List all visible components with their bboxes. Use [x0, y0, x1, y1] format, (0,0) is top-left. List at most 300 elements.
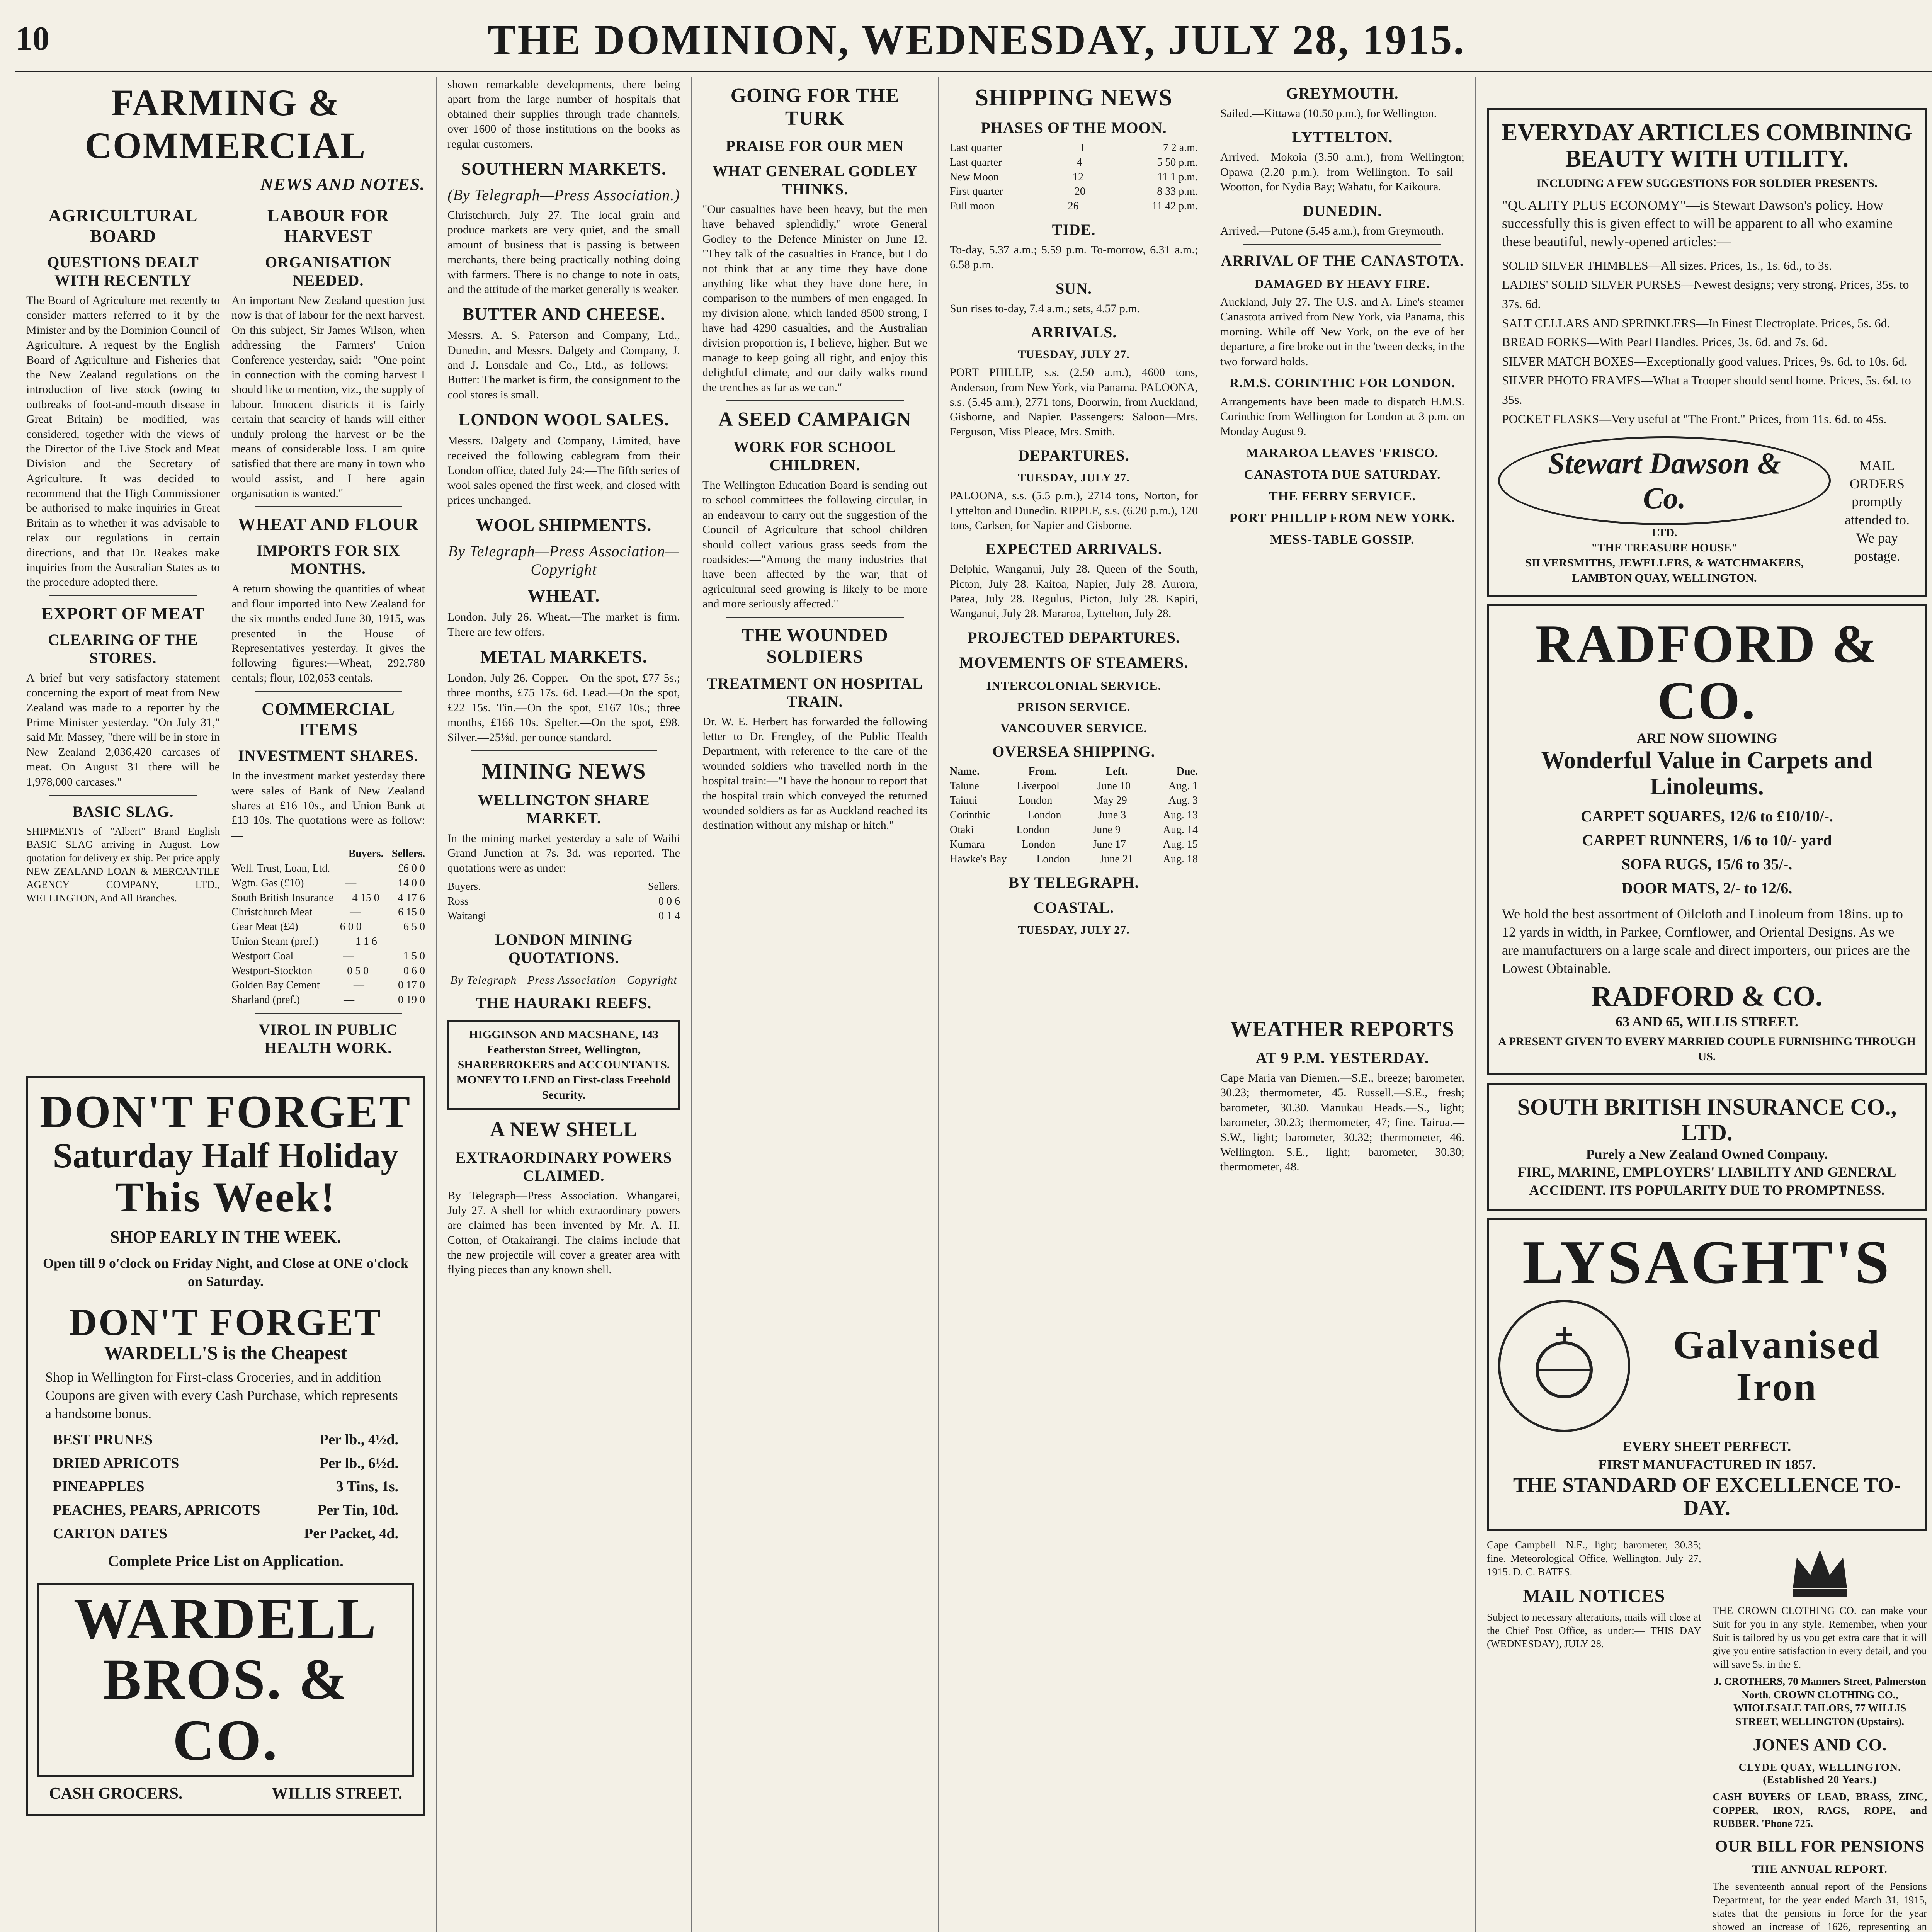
column-advertisements	[1476, 77, 1932, 1932]
projected-heading: PROJECTED DEPARTURES.	[967, 628, 1180, 646]
departures-heading: DEPARTURES.	[1018, 447, 1129, 464]
moon-day: 1	[1080, 142, 1085, 154]
oversea-row	[950, 793, 1198, 808]
dawson-items	[1502, 256, 1912, 429]
ship-name: Kumara	[950, 838, 985, 850]
weather-heading: WEATHER REPORTS	[1230, 1017, 1454, 1042]
ad-dont-forget-2: DON'T FORGET	[69, 1301, 383, 1344]
oversea-table	[950, 779, 1198, 867]
moon-time: 8 33 p.m.	[1157, 185, 1198, 198]
arrivals-body: PORT PHILLIP, s.s. (2.50 a.m.), 4600 tons, Anderson, from New York, via Panama. PALOONA, s.s. (5.45 a.m.), 2771 tons, Doorwin, from Auckland, Gisborne, and Napier. Passengers: Saloon—Mrs. Ferguson, Miss Pleace, Mrs. Smith.	[950, 366, 1198, 438]
mining-row	[447, 909, 680, 923]
share-name: Christchurch Meat	[231, 906, 313, 918]
wheat-flour-heading: WHEAT AND FLOUR	[238, 514, 419, 534]
ad-footer-left: CASH GROCERS.	[49, 1785, 183, 1803]
moon-day: 26	[1068, 200, 1079, 213]
jones-title: JONES AND CO.	[1753, 1735, 1887, 1755]
ship-due: Aug. 14	[1163, 824, 1198, 836]
price-item: CARTON DATES	[53, 1525, 168, 1542]
ship-left: June 17	[1092, 838, 1126, 850]
share-row	[231, 920, 425, 934]
radford-item: DOOR MATS, 2/- to 12/6.	[1621, 879, 1793, 897]
wounded-heading: THE WOUNDED SOLDIERS	[742, 625, 888, 667]
ad-footer-right: WILLIS STREET.	[272, 1785, 402, 1803]
movements-heading: MOVEMENTS OF STEAMERS.	[959, 653, 1189, 671]
canastota-heading: ARRIVAL OF THE CANASTOTA.	[1221, 252, 1464, 269]
share-sellers: 0 19 0	[398, 994, 425, 1006]
oversea-col-left: Left.	[1105, 765, 1128, 777]
radford-address: 63 AND 65, WILLIS STREET.	[1616, 1014, 1798, 1029]
share-buyers: —	[344, 994, 355, 1006]
radford-showing: ARE NOW SHOWING	[1636, 730, 1777, 746]
column-ports	[1209, 77, 1476, 1932]
share-row	[231, 861, 425, 876]
metal-body: London, July 26. Copper.—On the spot, £77 5s.; three months, £75 17s. 6d. Lead.—On the spot, £22 15s. Tin.—On the spot, £167 10s.; three months, £166 10s. Spelter.—On the spot, £98. Silver.—25⅛d. per ounce standard.	[447, 671, 680, 744]
ship-name: Tainui	[950, 794, 978, 807]
price-item: PINEAPPLES	[53, 1478, 145, 1495]
wardell-advertisement	[26, 1076, 425, 1816]
share-row	[231, 934, 425, 949]
moon-phase: Last quarter	[950, 156, 1002, 168]
ferry-heading: THE FERRY SERVICE.	[1269, 489, 1416, 504]
share-row	[231, 876, 425, 891]
ship-from: London	[1016, 824, 1050, 836]
intercolonial-heading: INTERCOLONIAL SERVICE.	[986, 678, 1162, 692]
oversea-col-from: From.	[1028, 765, 1057, 777]
column-war-news	[692, 77, 939, 1932]
lysaght-line-2: FIRST MANUFACTURED IN 1857.	[1598, 1456, 1816, 1472]
wool-shipments-subheading: By Telegraph—Press Association—Copyright	[448, 543, 680, 578]
share-sellers: 6 5 0	[403, 921, 425, 933]
wool-heading: LONDON WOOL SALES.	[458, 410, 669, 430]
moon-row	[950, 141, 1198, 155]
crown-clothing-address: J. CROTHERS, 70 Manners Street, Palmerston North. CROWN CLOTHING CO., WHOLESALE TAILORS, 77 WILLIS STREET, WELLINGTON (Upstairs).	[1713, 1675, 1926, 1727]
ship-from: London	[1019, 794, 1053, 807]
dawson-logo: Stewart Dawson & Co.	[1498, 436, 1831, 525]
wheat-body: London, July 26. Wheat.—The market is firm. There are few offers.	[447, 611, 680, 638]
share-buyers: 0 5 0	[347, 964, 369, 977]
share-name: Golden Bay Cement	[231, 979, 320, 992]
mining-row	[447, 894, 680, 909]
dawson-house: "THE TREASURE HOUSE"	[1591, 541, 1738, 554]
shares-table	[231, 861, 425, 1007]
lysaght-advertisement	[1487, 1218, 1927, 1531]
masthead-title: THE DOMINION, WEDNESDAY, JULY 28, 1915.	[488, 16, 1466, 63]
wool-body: Messrs. Dalgety and Company, Limited, have received the following cablegram from their London office, dated July 24:—The fifth series of wool sales opened the first week, and closed with prices unchanged.	[447, 434, 680, 507]
share-sellers: 1 5 0	[403, 950, 425, 962]
share-name: Westport-Stockton	[231, 964, 313, 977]
agri-body: The Board of Agriculture met recently to consider matters referred to it by the Minister and by the Dominion Council of Agriculture. A request by the English Board of Agriculture and Fisheries that the New Zealand regulations on the introduction of live stock (owing to outbreaks of foot-and-mouth disease in Great Britain) be modified, was considered, together with the views of the Director of the Live Stock and Meat Division and the Secretary of Agriculture. It was decided to recommend that the High Commissioner be authorised to make inquiries in Great Britain as to whether it was advisable to relax our regulations in certain directions, and that Dr. Reakes make inquiries from the Australian States as to the procedure adopted there.	[26, 294, 220, 589]
ad-hours: Open till 9 o'clock on Friday Night, and Close at ONE o'clock on Saturday.	[43, 1255, 409, 1289]
share-buyers: 6 0 0	[340, 921, 362, 933]
ship-from: London	[1036, 853, 1070, 865]
oversea-col-due: Due.	[1176, 765, 1198, 777]
price-row	[53, 1498, 398, 1522]
wheat-flour-subheading: IMPORTS FOR SIX MONTHS.	[256, 542, 400, 578]
mining-subheading: WELLINGTON SHARE MARKET.	[478, 791, 650, 827]
oversea-row	[950, 823, 1198, 837]
price-value: Per lb., 6½d.	[319, 1455, 398, 1471]
wounded-subheading: TREATMENT ON HOSPITAL TRAIN.	[707, 674, 923, 710]
coastal-heading: COASTAL.	[1033, 899, 1114, 917]
moon-row	[950, 184, 1198, 199]
meteorological-body: Cape Campbell—N.E., light; barometer, 30.35; fine. Meteorological Office, Wellington, July 27, 1915. D. C. BATES.	[1487, 1539, 1701, 1578]
divider	[726, 400, 904, 401]
wounded-body: Dr. W. E. Herbert has forwarded the following letter to Dr. Frengley, of the Public Health Department, with reference to the care of the wounded soldiers who travelled north in the hospital train:—"I have the honour to report that the hospital train which conveyed the returned wounded soldiers as far as Auckland reached its destination without any mishap or hitch."	[702, 715, 927, 832]
ship-name: Hawke's Bay	[950, 853, 1007, 865]
radford-advertisement	[1487, 604, 1927, 1075]
moon-phase: Last quarter	[950, 142, 1002, 154]
higginson-advertisement	[447, 1020, 680, 1110]
share-sellers: 4 17 6	[398, 891, 425, 904]
commercial-heading: COMMERCIAL ITEMS	[262, 699, 395, 740]
basic-slag-body: SHIPMENTS of "Albert" Brand English BASIC SLAG arriving in August. Low quotation for delivery ex ship. Per price apply NEW ZEALAND LOAN & MERCANTILE AGENCY COMPANY, LTD., WELLINGTON, And All Branches.	[26, 825, 220, 904]
export-subheading: CLEARING OF THE STORES.	[48, 631, 198, 667]
ad-price-list	[53, 1428, 398, 1546]
moon-heading: PHASES OF THE MOON.	[981, 119, 1167, 136]
dawson-address: LAMBTON QUAY, WELLINGTON.	[1572, 571, 1757, 585]
share-sellers: —	[414, 935, 425, 947]
price-item: DRIED APRICOTS	[53, 1455, 179, 1471]
share-row	[231, 949, 425, 964]
share-buyers: 1 1 6	[355, 935, 377, 947]
column-shipping	[939, 77, 1209, 1932]
dawson-heading-2: BEAUTY WITH UTILITY.	[1565, 146, 1849, 172]
dawson-item: POCKET FLASKS—Very useful at "The Front." Prices, from 11s. 6d. to 45s.	[1502, 412, 1886, 426]
share-name: Union Steam (pref.)	[231, 935, 318, 947]
ad-shop-early: SHOP EARLY IN THE WEEK.	[110, 1227, 341, 1247]
moon-row	[950, 170, 1198, 185]
oversea-header	[950, 764, 1198, 779]
ad-footer	[49, 1783, 402, 1805]
dunedin-body: Arrived.—Putone (5.45 a.m.), from Greymouth.	[1220, 224, 1444, 237]
price-item: BEST PRUNES	[53, 1431, 153, 1448]
southern-body: Christchurch, July 27. The local grain and produce markets are very quiet, and the small amount of business that is passing is between merchants, there being practically nothing doing with farmers. There is no change to note in oats, and the attitude of the market generally is weaker.	[447, 208, 680, 296]
share-name: Gear Meat (£4)	[231, 921, 298, 933]
export-body: A brief but very satisfactory statement concerning the export of meat from New Zealand was made to a reporter by the Prime Minister yesterday. "On July 31," said Mr. Massey, "there will be in store in New Zealand 2,036,420 carcases of meat. On August 31 there will be 1,978,000 carcases."	[26, 671, 220, 788]
ad-pricelist-note: Complete Price List on Application.	[108, 1552, 344, 1570]
dawson-trade: SILVERSMITHS, JEWELLERS, & WATCHMAKERS,	[1525, 556, 1804, 570]
pensions-body: The seventeenth annual report of the Pensions Department, for the year ended March 31, 1915, states that the pensions in force for the year showed an increase of 1626, representing an	[1713, 1880, 1927, 1932]
turk-heading: GOING FOR THE TURK	[730, 85, 900, 129]
price-value: Per Packet, 4d.	[304, 1525, 398, 1542]
higginson-text: HIGGINSON AND MACSHANE, 143 Featherston Street, Wellington, SHAREBROKERS and ACCOUNTANTS. MONEY TO LEND on First-class Freehold Security.	[456, 1028, 671, 1101]
dawson-item: SILVER MATCH BOXES—Exceptionally good values. Prices, 9s. 6d. to 10s. 6d.	[1502, 354, 1908, 368]
jones-body: CASH BUYERS OF LEAD, BRASS, ZINC, COPPER, IRON, RAGS, ROPE, and RUBBER. 'Phone 725.	[1713, 1791, 1927, 1830]
price-value: Per Tin, 10d.	[317, 1502, 398, 1519]
ship-due: Aug. 18	[1163, 853, 1198, 865]
shell-subheading: EXTRAORDINARY POWERS CLAIMED.	[455, 1148, 672, 1184]
divider	[726, 617, 904, 618]
ship-due: Aug. 15	[1163, 838, 1198, 850]
coastal-date: TUESDAY, JULY 27.	[1018, 923, 1130, 937]
radford-gift: A PRESENT GIVEN TO EVERY MARRIED COUPLE FURNISHING THROUGH US.	[1498, 1035, 1916, 1063]
price-row	[53, 1522, 398, 1546]
tide-heading: TIDE.	[1052, 221, 1096, 238]
turk-subheading: PRAISE FOR OUR MEN	[726, 137, 904, 155]
ship-from: Liverpool	[1017, 780, 1060, 792]
oversea-row	[950, 808, 1198, 823]
ship-name: Talune	[950, 780, 979, 792]
dawson-heading-1: EVERYDAY ARTICLES COMBINING	[1502, 119, 1912, 146]
ship-left: May 29	[1094, 794, 1127, 807]
divider	[1243, 244, 1441, 245]
lysaght-title: LYSAGHT'S	[1522, 1228, 1892, 1297]
jones-address: CLYDE QUAY, WELLINGTON. (Established 20 Years.)	[1738, 1762, 1901, 1786]
moon-phase: First quarter	[950, 185, 1003, 198]
dawson-logo-block	[1498, 436, 1831, 585]
moon-phase: New Moon	[950, 171, 999, 183]
share-row	[231, 964, 425, 978]
shell-body: By Telegraph—Press Association. Whangarei, July 27. A shell for which extraordinary powers are claimed has been invented by Mr. A. H. Cotton, of Otakairangi. The claims include that the new projectile will cover a greater area with flying pieces than any known shell.	[447, 1189, 680, 1276]
column-farming	[15, 77, 437, 1932]
oversea-row	[950, 852, 1198, 867]
moon-day: 4	[1077, 156, 1082, 168]
moon-row	[950, 155, 1198, 170]
mining-name: Ross	[447, 895, 469, 907]
oversea-col-name: Name.	[950, 765, 980, 777]
dawson-item: SILVER PHOTO FRAMES—What a Trooper should send home. Prices, 5s. 6d. to 35s.	[1502, 373, 1911, 406]
oversea-row	[950, 837, 1198, 852]
expected-body: Delphic, Wanganui, July 28. Queen of the South, Picton, July 28. Kaitoa, Napier, July 28. Aurora, Patea, July 28. Regulus, Picton, July 28. Kapiti, Wanganui, July 28. Mararoa, Lyttelton, July 28.	[950, 563, 1198, 620]
buyers-header: Buyers.	[348, 848, 384, 860]
mining-table	[447, 879, 680, 923]
canastota-due-heading: CANASTOTA DUE SATURDAY.	[1244, 468, 1441, 482]
metal-heading: METAL MARKETS.	[480, 646, 648, 667]
labour-body: An important New Zealand question just now is that of labour for the next harvest. On this subject, Sir James Wilson, when addressing the Farmers' Union Conference yesterday, said:—"One point in connection with the coming harvest I should like to mention, viz., the supply of labour. Innocent districts it is fairly certain that scarcity of hands will either unduly prolong the harvest or be the means of considerable loss. I am quite satisfied that there are many in town who would assist, and I here again organisation is wanted."	[231, 294, 425, 500]
arrivals-date: TUESDAY, JULY 27.	[1018, 348, 1130, 361]
farming-columns	[26, 198, 425, 1061]
sun-heading: SUN.	[1055, 279, 1092, 297]
hauraki-heading: THE HAURAKI REEFS.	[476, 994, 652, 1012]
moon-row	[950, 199, 1198, 214]
moon-time: 11 42 p.m.	[1152, 200, 1198, 213]
share-name: Well. Trust, Loan, Ltd.	[231, 862, 330, 874]
labour-heading: LABOUR FOR HARVEST	[267, 206, 389, 246]
share-row	[231, 891, 425, 905]
arrivals-heading: ARRIVALS.	[1031, 323, 1117, 341]
radford-address-name: RADFORD & CO.	[1591, 981, 1823, 1013]
ship-due: Aug. 3	[1168, 794, 1198, 807]
share-name: South British Insurance	[231, 891, 334, 904]
share-sellers: 0 17 0	[398, 979, 425, 992]
moon-phase: Full moon	[950, 200, 995, 213]
pensions-heading: OUR BILL FOR PENSIONS	[1715, 1837, 1925, 1855]
sellers-header: Sellers.	[391, 848, 425, 860]
divider	[49, 795, 197, 796]
radford-item: CARPET RUNNERS, 1/6 to 10/- yard	[1582, 832, 1832, 849]
seed-subheading: WORK FOR SCHOOL CHILDREN.	[733, 438, 896, 474]
london-mining-subheading: By Telegraph—Press Association—Copyright	[450, 973, 677, 986]
london-mining-heading: LONDON MINING QUOTATIONS.	[495, 930, 633, 966]
southern-subheading: (By Telegraph—Press Association.)	[447, 186, 680, 204]
prison-heading: PRISON SERVICE.	[1017, 699, 1131, 714]
mining-value: 0 1 4	[658, 910, 680, 922]
section-title: FARMING & COMMERCIAL	[85, 82, 367, 166]
share-buyers: —	[353, 979, 364, 992]
price-row	[53, 1475, 398, 1498]
oversea-heading: OVERSEA SHIPPING.	[992, 742, 1155, 760]
moon-time: 11 1 p.m.	[1157, 171, 1198, 183]
butter-heading: BUTTER AND CHEESE.	[462, 304, 665, 324]
vancouver-heading: VANCOUVER SERVICE.	[1000, 721, 1147, 735]
markets-intro: shown remarkable developments, there being apart from the large number of hospitals that obtained their supplies through trade channels, over 1600 of those institutions on the books as regular customers.	[447, 78, 680, 150]
agri-heading: AGRICULTURAL BOARD	[48, 206, 198, 246]
basic-slag-heading: BASIC SLAG.	[72, 803, 174, 820]
mining-body: In the mining market yesterday a sale of Waihi Grand Junction at 7s. 3d. was reported. The quotations were as under:—	[447, 832, 680, 874]
shipping-heading: SHIPPING NEWS	[975, 85, 1173, 111]
dawson-item: BREAD FORKS—With Pearl Handles. Prices, 3s. 6d. and 7s. 6d.	[1502, 335, 1828, 349]
dawson-intro: "QUALITY PLUS ECONOMY"—is Stewart Dawson's policy. How successfully this is given effect to will be apparent to all who examine these beautiful, newly-opened articles:—	[1502, 197, 1893, 249]
price-row	[53, 1452, 398, 1475]
weather-body: Cape Maria van Diemen.—S.E., breeze; barometer, 30.23; thermometer, 45. Russell.—S.E., fresh; barometer, 30.30. Manukau Heads.—S., light; barometer, 30.23; thermometer, 47; fine. Tairua.—S.W., light; barometer, 30.32; thermometer, 46. Wellington.—S.E., light; barometer, 30.30; thermometer, 48.	[1220, 1071, 1464, 1173]
weather-subheading: AT 9 P.M. YESTERDAY.	[1255, 1049, 1429, 1067]
column-markets	[437, 77, 692, 1932]
share-sellers: 14 0 0	[398, 877, 425, 889]
share-sellers: 6 15 0	[398, 906, 425, 918]
butter-body: Messrs. A. S. Paterson and Company, Ltd., Dunedin, and Messrs. Dalgety and Company, J. and J. Lonsdale and Co., Ltd., as follows:—Butter: The market is firm, the consignment to the cool stores is small.	[447, 329, 680, 401]
dawson-item: SALT CELLARS AND SPRINKLERS—In Finest Electroplate. Prices, 5s. 6d.	[1502, 316, 1890, 330]
divider	[255, 506, 402, 507]
radford-tagline: Wonderful Value in Carpets and Linoleums.	[1541, 747, 1873, 800]
share-name: Sharland (pref.)	[231, 994, 300, 1006]
wheat-flour-body: A return showing the quantities of wheat and flour imported into New Zealand for the six months ended June 30, 1915, was presented in the House of Representatives yesterday. It gives the following figures:—Wheat, 292,780 centals; flour, 102,053 centals.	[231, 582, 425, 684]
canastota-body: Auckland, July 27. The U.S. and A. Line's steamer Canastota arrived from New York, via Panama, this morning. While off New York, on the eve of her departure, a fire broke out in the 'tween decks, in the two forward holds.	[1220, 295, 1464, 368]
dawson-ltd: LTD.	[1651, 526, 1677, 539]
export-heading: EXPORT OF MEAT	[41, 603, 205, 623]
shares-header	[231, 847, 425, 861]
mail-notices-heading: MAIL NOTICES	[1523, 1586, 1665, 1607]
ad-dont-forget: DON'T FORGET	[39, 1085, 412, 1137]
mail-notices-body: Subject to necessary alterations, mails will close at the Chief Post Office, as under:— THIS DAY (WEDNESDAY), JULY 28.	[1487, 1611, 1701, 1650]
ship-from: London	[1022, 838, 1056, 850]
share-row	[231, 978, 425, 993]
divider	[471, 750, 657, 751]
lyttelton-body: Arrived.—Mokoia (3.50 a.m.), from Wellington; Opawa (2.20 p.m.), from Wellington. To sail—Wootton, for Nydia Bay; Wahatu, for Kaikoura.	[1220, 151, 1464, 194]
south-british-advertisement	[1487, 1083, 1927, 1211]
sbi-title: SOUTH BRITISH INSURANCE CO., LTD.	[1517, 1094, 1897, 1145]
ship-due: Aug. 1	[1168, 780, 1198, 792]
lyttelton-heading: LYTTELTON.	[1292, 128, 1393, 146]
ship-left: June 3	[1098, 809, 1126, 821]
commercial-subheading: INVESTMENT SHARES.	[238, 747, 418, 765]
ad-this-week: This Week!	[115, 1173, 337, 1221]
sbi-lines: FIRE, MARINE, EMPLOYERS' LIABILITY AND GENERAL ACCIDENT. ITS POPULARITY DUE TO PROMPTNESS.	[1517, 1164, 1896, 1198]
price-item: PEACHES, PEARS, APRICOTS	[53, 1502, 260, 1519]
dawson-subheading: INCLUDING A FEW SUGGESTIONS FOR SOLDIER PRESENTS.	[1536, 177, 1878, 190]
mining-row	[447, 879, 680, 894]
masthead	[15, 12, 1932, 72]
telegraph-heading: BY TELEGRAPH.	[1009, 874, 1139, 891]
moon-day: 20	[1074, 185, 1085, 198]
agri-subheading: QUESTIONS DEALT WITH RECENTLY	[47, 253, 199, 289]
southern-heading: SOUTHERN MARKETS.	[461, 158, 667, 179]
sun-body: Sun rises to-day, 7.4 a.m.; sets, 4.57 p.m.	[950, 302, 1140, 315]
moon-table	[950, 141, 1198, 214]
turk-subheading-2: WHAT GENERAL GODLEY THINKS.	[712, 162, 918, 198]
expected-heading: EXPECTED ARRIVALS.	[985, 540, 1162, 558]
wheat-heading: WHEAT.	[527, 586, 600, 606]
departures-date: TUESDAY, JULY 27.	[1018, 471, 1130, 485]
mining-heading: MINING NEWS	[481, 758, 646, 784]
port-phillip-heading: PORT PHILLIP FROM NEW YORK.	[1229, 511, 1456, 526]
dawson-mail-orders: MAIL ORDERS promptly attended to. We pay postage.	[1845, 457, 1910, 564]
radford-body: We hold the best assortment of Oilcloth and Linoleum from 18ins. up to 12 yards in width, in Parkee, Cornflower, and Oriental Designs. As we are manufacturers on a large scale and direct importers, our prices are the Lowest Obtainable.	[1502, 906, 1910, 976]
moon-time: 5 50 p.m.	[1157, 156, 1198, 168]
price-value: Per lb., 4½d.	[319, 1431, 398, 1448]
turk-body: "Our casualties have been heavy, but the men have behaved splendidly," wrote General Godley to the Defence Minister on June 12. "They talk of the casualties in France, but I do not think that at any time they have done anything like what they have done here, in comparison to the numbers of men engaged. In my division alone, which landed 8500 strong, I have had 4290 casualties, and the Australian division proportion is, I believe, higher. But we manage to keep going all right, and enjoy this delightful climate, and our daily walks round the trenches as far as we can."	[702, 203, 927, 394]
dunedin-heading: DUNEDIN.	[1303, 202, 1382, 219]
lysaght-line-1: EVERY SHEET PERFECT.	[1622, 1439, 1791, 1454]
radford-items	[1502, 804, 1912, 900]
pensions-subheading: THE ANNUAL REPORT.	[1752, 1862, 1888, 1876]
shell-heading: A NEW SHELL	[490, 1117, 638, 1141]
crown-icon	[1787, 1542, 1853, 1600]
ship-from: London	[1027, 809, 1061, 821]
radford-title: RADFORD & CO.	[1535, 614, 1879, 731]
rms-body: Arrangements have been made to dispatch H.M.S. Corinthic from Wellington for London at 3 p.m. on Monday August 9.	[1220, 395, 1464, 438]
rms-heading: R.M.S. CORINTHIC FOR LONDON.	[1229, 376, 1456, 390]
commercial-body: In the investment market yesterday there were sales of Bank of New Zealand shares at £16 10s., and Union Bank at £13 10s. The quotations were as follow:—	[231, 769, 425, 842]
lysaght-row	[1498, 1300, 1916, 1432]
ad-brand: WARDELL BROS. & CO.	[37, 1583, 414, 1777]
ship-name: Otaki	[950, 824, 974, 836]
wool-shipments-heading: WOOL SHIPMENTS.	[476, 515, 652, 535]
share-buyers: 4 15 0	[352, 891, 379, 904]
ship-left: June 21	[1100, 853, 1133, 865]
ship-due: Aug. 13	[1163, 809, 1198, 821]
lysaght-product: Galvanised Iron	[1673, 1322, 1881, 1410]
mining-name: Waitangi	[447, 910, 486, 922]
divider	[49, 595, 197, 596]
dawson-item: LADIES' SOLID SILVER PURSES—Newest designs; very strong. Prices, 35s. to 37s. 6d.	[1502, 277, 1909, 311]
price-row	[53, 1428, 398, 1452]
seed-body: The Wellington Education Board is sending out to school committees the following circular, in an endeavour to carry out the suggestion of the Council of Agriculture that school children should collect various grass seeds from the roadsides:—"Among the many industries that have been affected by the war, that of agricultural seed growing is likely to be more and more seriously affected."	[702, 479, 927, 611]
ship-name: Corinthic	[950, 809, 991, 821]
canastota-subheading: DAMAGED BY HEAVY FIRE.	[1255, 276, 1430, 291]
share-row	[231, 905, 425, 920]
greymouth-body: Sailed.—Kittawa (10.50 p.m.), for Wellington.	[1220, 107, 1437, 120]
tide-body: To-day, 5.37 a.m.; 5.59 p.m. To-morrow, 6.31 a.m.; 6.58 p.m.	[950, 243, 1198, 271]
lysaght-line-3: THE STANDARD OF EXCELLENCE TO-DAY.	[1513, 1473, 1901, 1520]
radford-item: CARPET SQUARES, 12/6 to £10/10/-.	[1581, 808, 1833, 825]
radford-item: SOFA RUGS, 15/6 to 35/-.	[1621, 855, 1793, 873]
share-buyers: —	[345, 877, 357, 889]
share-buyers: —	[359, 862, 370, 874]
crown-clothing-body: THE CROWN CLOTHING CO. can make your Suit for you in any style. Remember, when your Suit is tailored by us you get extra care that it will give you entire satisfaction in every detail, and you will save 5s. in the £.	[1713, 1605, 1927, 1670]
moon-time: 7 2 a.m.	[1163, 142, 1198, 154]
dawson-item: SOLID SILVER THIMBLES—All sizes. Prices, 1s., 1s. 6d., to 3s.	[1502, 258, 1832, 272]
share-sellers: 0 6 0	[403, 964, 425, 977]
dawson-logo-row	[1498, 436, 1916, 585]
mining-name: Buyers.	[447, 881, 481, 893]
lysaght-trade-mark-seal	[1498, 1300, 1630, 1432]
ship-left: June 9	[1092, 824, 1121, 836]
share-name: Westport Coal	[231, 950, 294, 962]
oversea-row	[950, 779, 1198, 794]
page-number: 10	[15, 20, 49, 58]
ad-coupons: Shop in Wellington for First-class Groceries, and in addition Coupons are given with every Cash Purchase, which represents a handsome bonus.	[45, 1369, 398, 1421]
stewart-dawson-advertisement	[1487, 108, 1927, 597]
greymouth-heading: GREYMOUTH.	[1286, 85, 1399, 102]
news-notes-heading: NEWS AND NOTES.	[260, 174, 425, 194]
share-row	[231, 993, 425, 1007]
divider	[255, 691, 402, 692]
sbi-subheading: Purely a New Zealand Owned Company.	[1586, 1146, 1828, 1162]
seed-heading: A SEED CAMPAIGN	[718, 408, 912, 431]
mining-value: Sellers.	[648, 881, 680, 893]
gossip-heading: MESS-TABLE GOSSIP.	[1270, 532, 1415, 547]
